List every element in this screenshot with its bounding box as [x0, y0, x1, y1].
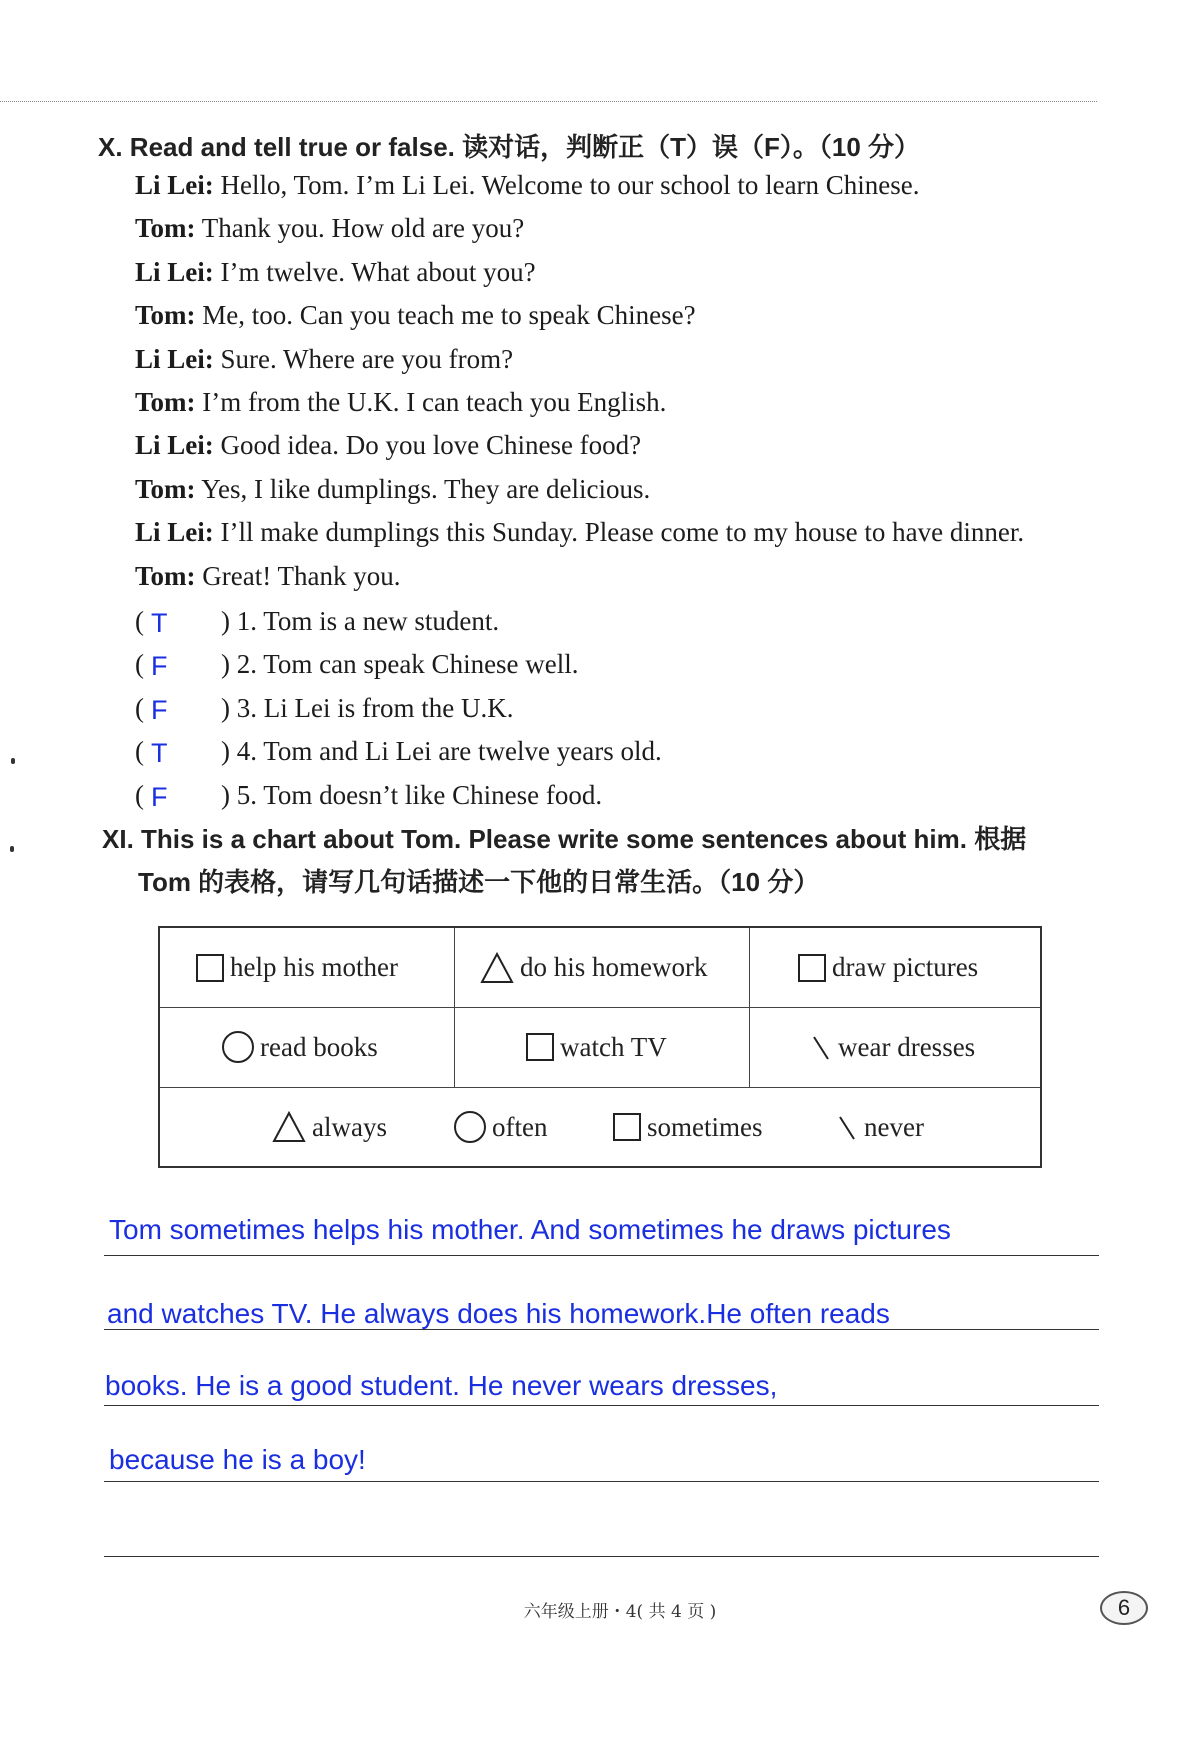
handwritten-sentence: books. He is a good student. He never wears dresses,	[105, 1370, 778, 1401]
scan-speck	[11, 758, 15, 764]
legend-sometimes	[613, 1087, 763, 1167]
page-number-badge: 6	[1100, 1591, 1148, 1625]
speaker: Li Lei:	[135, 170, 214, 200]
handwritten-answer: F	[151, 694, 168, 725]
chart-cell-watch-tv	[526, 1007, 667, 1087]
top-dotted-rule	[0, 101, 1097, 102]
section-xi-title-line1: XI. This is a chart about Tom. Please write some sentences about him. 根据	[102, 824, 1027, 854]
writing-line[interactable]	[104, 1255, 1099, 1256]
tf-item	[135, 774, 662, 817]
page-footer: 六年级上册・4( 共 4 页 )	[523, 1602, 717, 1622]
dialog-line	[135, 468, 1024, 511]
square-sometimes-icon	[196, 954, 224, 982]
speaker: Tom:	[135, 300, 196, 331]
handwritten-answer: T	[151, 738, 168, 769]
dialog-line	[135, 511, 1024, 554]
chart-cell-wear-dresses	[810, 1007, 975, 1087]
slash-never-icon	[810, 1032, 832, 1062]
dialog-line	[135, 381, 1024, 424]
legend-label: always	[312, 1111, 387, 1142]
legend-never	[836, 1087, 924, 1167]
writing-line[interactable]	[104, 1556, 1099, 1557]
dialog-line	[135, 207, 1024, 250]
section-xi-title-line2: Tom 的表格，请写几句话描述一下他的日常生活。（10 分）	[138, 867, 820, 897]
handwritten-sentence: because he is a boy!	[109, 1444, 366, 1475]
handwritten-answer: F	[151, 651, 168, 682]
tf-item	[135, 687, 662, 730]
dialog-text: I’m from the U.K. I can teach you English.	[195, 386, 667, 417]
answer-blank[interactable]: ( F	[135, 643, 221, 686]
square-sometimes-icon	[798, 954, 826, 982]
dialog-line	[135, 294, 1024, 337]
dialog-line	[135, 555, 1024, 598]
dialog-text: Hello, Tom. I’m Li Lei. Welcome to our school to learn Chinese.	[213, 170, 920, 200]
section-x-title: X. Read and tell true or false. 读对话，判断正（T）误（F）。（10 分）	[98, 132, 921, 162]
dialog-line	[135, 424, 1024, 467]
scan-speck	[10, 846, 14, 852]
chart-cell-draw-pictures	[798, 928, 978, 1007]
speaker: Li Lei:	[135, 517, 214, 548]
tf-item	[135, 600, 662, 643]
dialog-line	[135, 164, 1024, 207]
square-sometimes-icon	[613, 1113, 641, 1141]
dialog-text: Yes, I like dumplings. They are delicious.	[195, 473, 651, 504]
true-false-list	[135, 600, 662, 817]
dialog-line	[135, 338, 1024, 381]
tf-statement: ) 1. Tom is a new student.	[221, 606, 500, 636]
circle-often-icon	[454, 1111, 486, 1143]
handwritten-answer: F	[151, 781, 168, 812]
activity-label: help his mother	[230, 952, 398, 982]
tf-statement: ) 5. Tom doesn’t like Chinese food.	[221, 779, 603, 810]
dialog-text: Sure. Where are you from?	[213, 343, 514, 374]
slash-never-icon	[836, 1112, 858, 1142]
dialog	[135, 164, 1024, 598]
legend-often	[454, 1087, 547, 1167]
dialog-text: Me, too. Can you teach me to speak Chinese?	[195, 300, 696, 331]
triangle-always-icon	[480, 952, 514, 984]
legend-label: often	[492, 1111, 548, 1142]
speaker: Li Lei:	[135, 256, 214, 287]
tf-statement: ) 4. Tom and Li Lei are twelve years old.	[221, 736, 662, 767]
dialog-text: I’ll make dumplings this Sunday. Please come to my house to have dinner.	[213, 517, 1025, 548]
handwritten-sentence: Tom sometimes helps his mother. And sometimes he draws pictures	[109, 1214, 951, 1245]
legend-label: never	[864, 1111, 924, 1142]
circle-often-icon	[222, 1031, 254, 1063]
answer-blank[interactable]: ( T	[135, 730, 221, 773]
writing-line[interactable]	[104, 1405, 1099, 1406]
chart-cell-read-books	[222, 1007, 378, 1087]
chart-col-divider	[454, 928, 455, 1087]
speaker: Tom:	[135, 560, 196, 591]
dialog-text: Thank you. How old are you?	[195, 213, 525, 244]
dialog-text: Good idea. Do you love Chinese food?	[213, 430, 642, 461]
activity-label: do his homework	[520, 952, 708, 982]
speaker: Tom:	[135, 213, 196, 244]
handwritten-sentence: and watches TV. He always does his homework.He often reads	[107, 1298, 890, 1329]
dialog-line	[135, 251, 1024, 294]
writing-line[interactable]	[104, 1329, 1099, 1330]
activity-label: wear dresses	[838, 1031, 976, 1062]
activity-label: read books	[260, 1031, 378, 1062]
triangle-always-icon	[272, 1111, 306, 1143]
dialog-text: I’m twelve. What about you?	[213, 256, 536, 287]
tf-statement: ) 2. Tom can speak Chinese well.	[221, 649, 579, 680]
speaker: Li Lei:	[135, 430, 214, 461]
handwritten-answer: T	[151, 608, 168, 638]
writing-line[interactable]	[104, 1481, 1099, 1482]
chart-cell-do-his-homework	[480, 928, 707, 1007]
activity-chart	[158, 926, 1042, 1168]
answer-blank[interactable]: ( F	[135, 774, 221, 817]
speaker: Tom:	[135, 386, 196, 417]
tf-statement: ) 3. Li Lei is from the U.K.	[221, 692, 514, 723]
square-sometimes-icon	[526, 1033, 554, 1061]
chart-cell-help-his-mother	[196, 928, 398, 1007]
answer-blank[interactable]: ( F	[135, 687, 221, 730]
legend-always	[272, 1087, 387, 1167]
tf-item	[135, 730, 662, 773]
activity-label: draw pictures	[832, 952, 979, 982]
activity-label: watch TV	[560, 1031, 667, 1062]
chart-col-divider	[749, 928, 750, 1087]
dialog-text: Great! Thank you.	[195, 560, 401, 591]
speaker: Tom:	[135, 473, 196, 504]
answer-blank[interactable]: ( T	[135, 600, 221, 643]
tf-item	[135, 643, 662, 686]
legend-label: sometimes	[647, 1111, 763, 1142]
speaker: Li Lei:	[135, 343, 214, 374]
